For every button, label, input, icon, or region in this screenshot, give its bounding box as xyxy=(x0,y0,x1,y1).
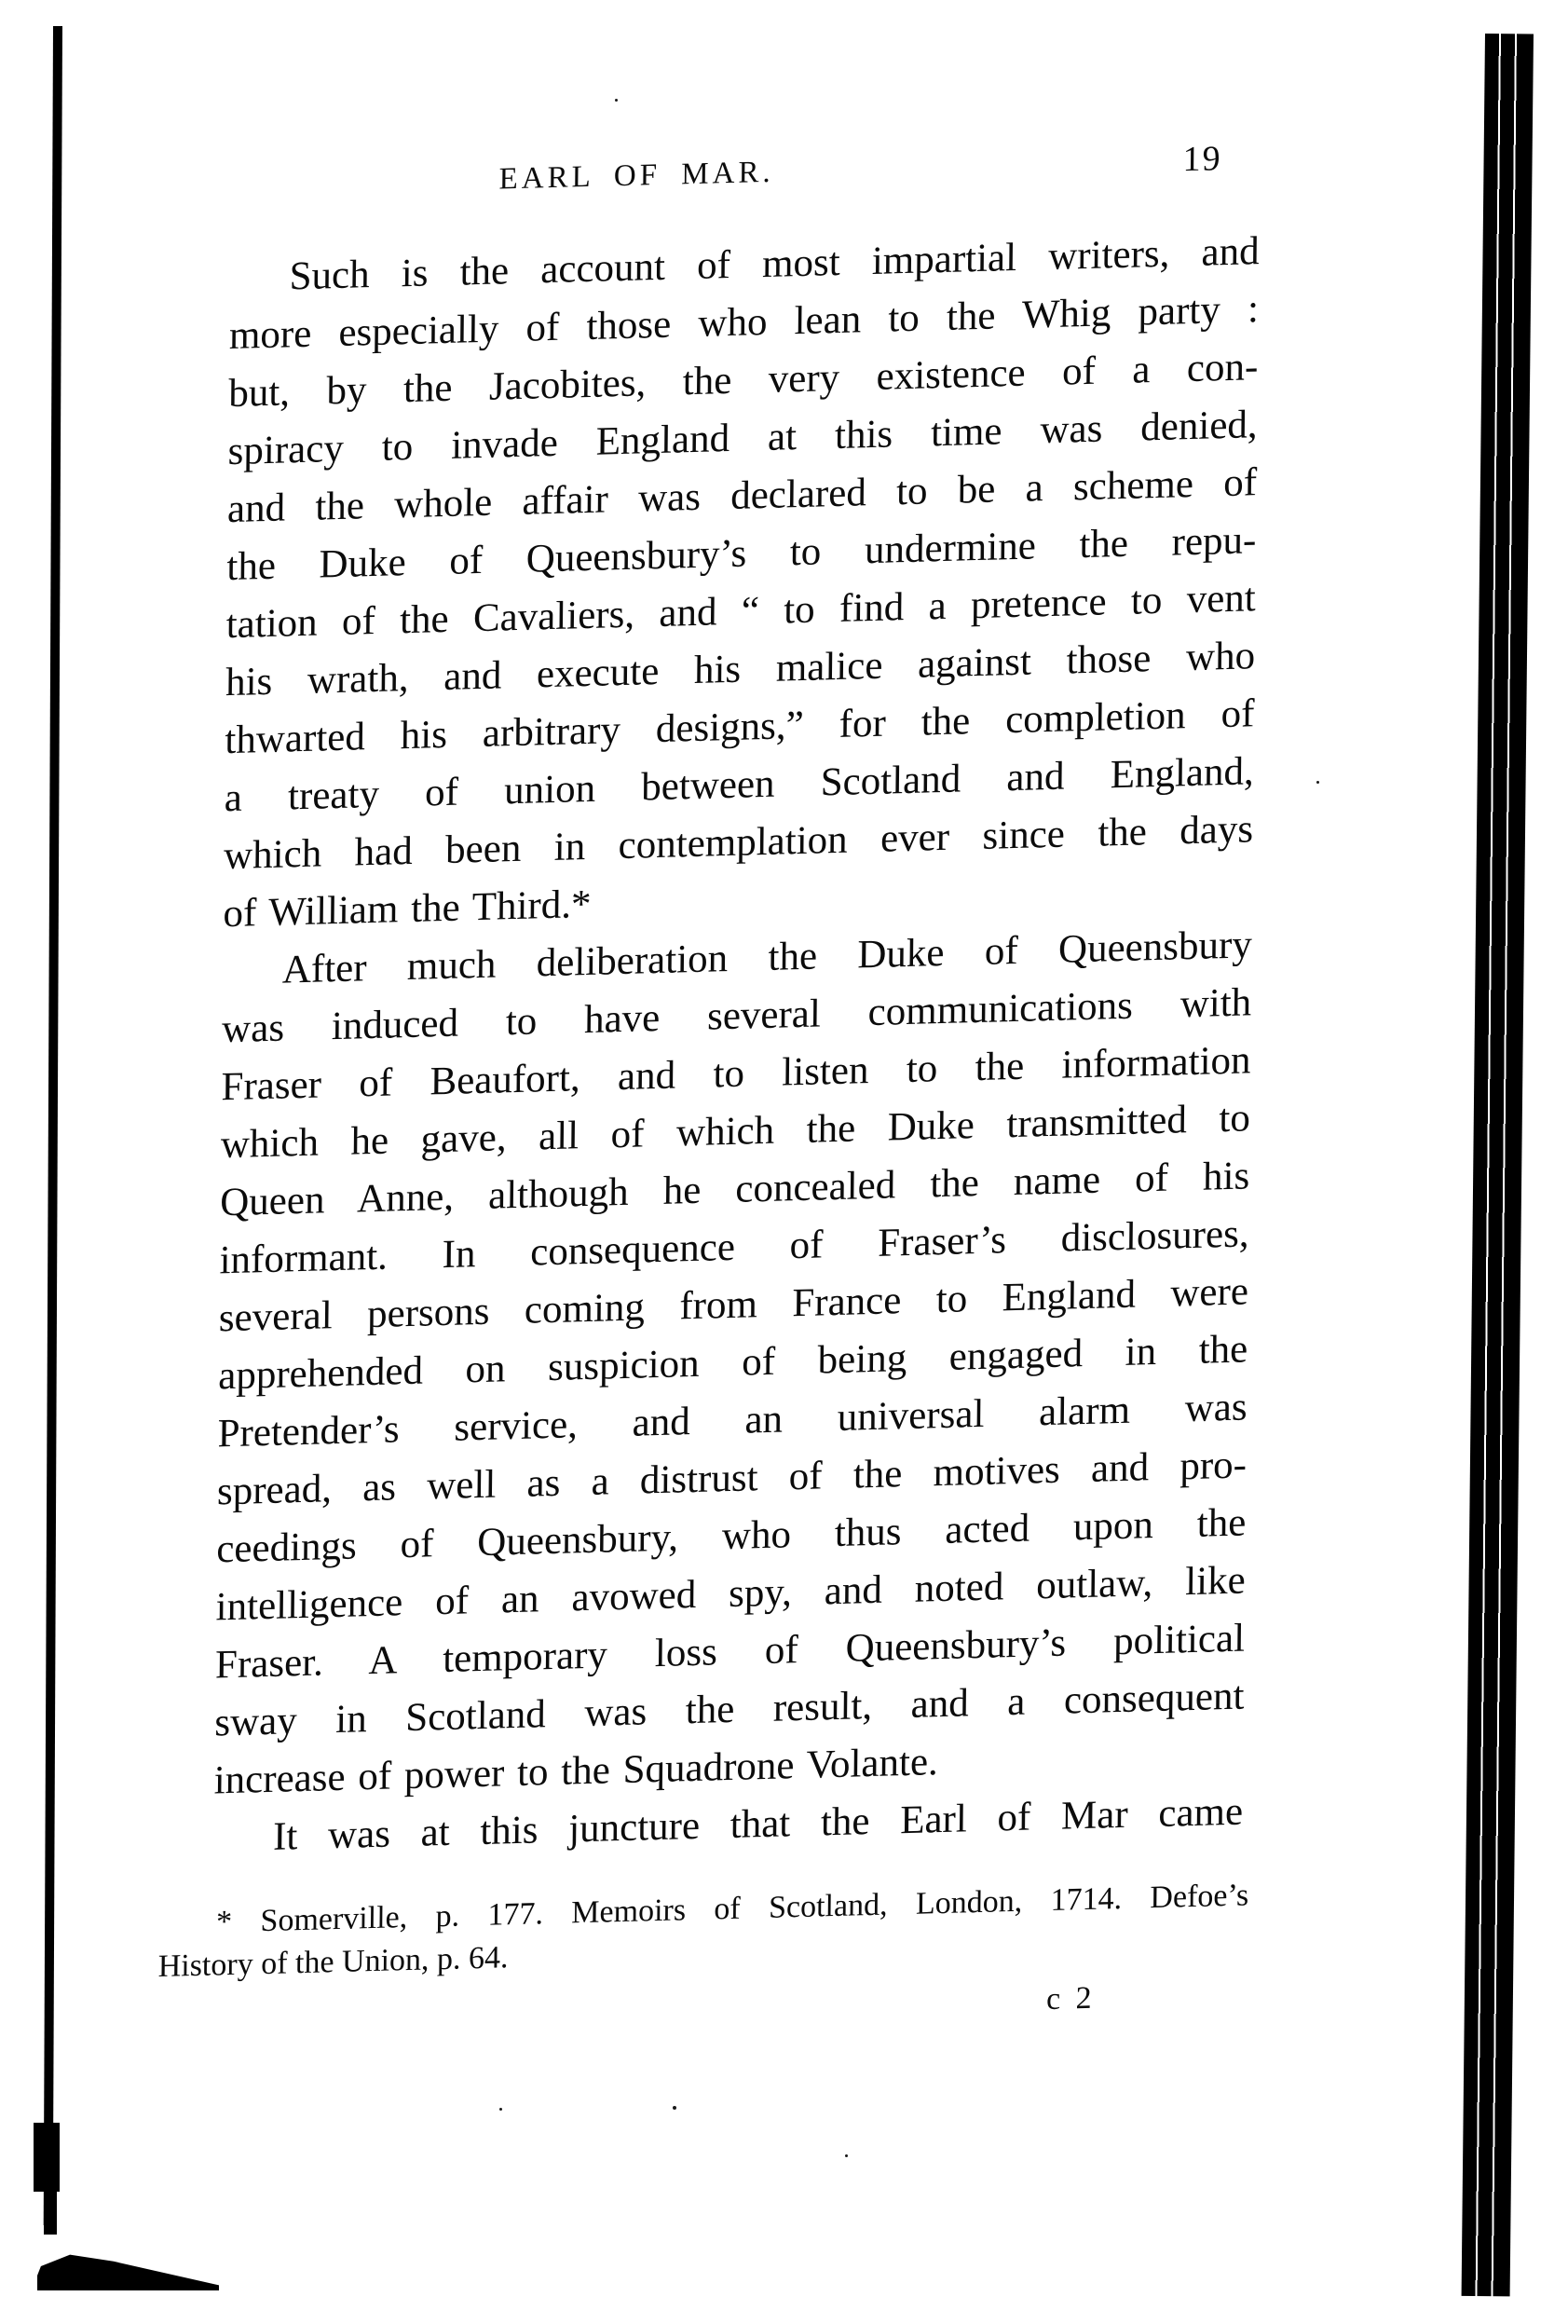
scan-speck xyxy=(1316,781,1319,784)
text-line: a treaty of union between Scotland and England, xyxy=(224,749,1255,821)
text-line: several persons coming from France to England were xyxy=(218,1269,1249,1341)
text-line: informant. In consequence of Fraser’s disclosures, xyxy=(219,1211,1249,1283)
text-line: apprehended on suspicion of being engaged in the xyxy=(218,1327,1248,1399)
text-line: Fraser. A temporary loss of Queensbury’s political xyxy=(214,1616,1246,1688)
footnote-line: * Somerville, p. 177. Memoirs of Scotland, London, 1714. Defoe’s xyxy=(215,1878,1249,1940)
text-line: which he gave, all of which the Duke transmitted to xyxy=(220,1096,1251,1168)
text-line: more especially of those who lean to the Whig party : xyxy=(228,287,1260,359)
text-line: increase of power to the Squadrone Volante. xyxy=(213,1740,939,1803)
right-page-edge-stripe xyxy=(1462,34,1534,2296)
signature-mark: c 2 xyxy=(1045,1980,1092,2017)
text-line: which had been in contemplation ever since the days xyxy=(223,807,1254,879)
text-line: intelligence of an avowed spy, and noted outlaw, like xyxy=(215,1558,1246,1630)
text-line: but, by the Jacobites, the very existence of a con- xyxy=(228,345,1259,417)
text-line: the Duke of Queensbury’s to undermine the repu- xyxy=(226,518,1257,590)
text-line: Queen Anne, although he concealed the name of his xyxy=(219,1154,1250,1225)
left-binding-line xyxy=(44,26,62,2225)
text-line: and the whole affair was declared to be a scheme of xyxy=(226,460,1258,532)
body-text xyxy=(213,223,1260,1867)
text-line: After much deliberation the Duke of Queensbury xyxy=(281,923,1253,992)
scan-speck xyxy=(615,99,618,102)
running-title: EARL OF MAR. xyxy=(498,155,774,197)
text-line: was induced to have several communications with xyxy=(221,980,1252,1052)
text-line: Pretender’s service, and an universal alarm was xyxy=(217,1385,1248,1456)
left-binding-blob xyxy=(34,2123,60,2192)
footnote-line: History of the Union, p. 64. xyxy=(157,1940,509,1985)
footnote xyxy=(157,1874,1248,1989)
scan-speck xyxy=(845,2154,848,2157)
text-line: Such is the account of most impartial writers, and xyxy=(289,229,1260,299)
text-layer xyxy=(157,130,1261,2017)
left-binding-tail xyxy=(44,2186,57,2235)
bottom-left-shadow-wedge xyxy=(37,2253,219,2290)
page-number: 19 xyxy=(1182,139,1222,180)
scan-speck xyxy=(499,2108,502,2111)
text-line: tation of the Cavaliers, and “ to find a pretence to vent xyxy=(225,576,1256,648)
text-line: It was at this juncture that the Earl of Mar came xyxy=(272,1789,1244,1859)
text-line: spread, as well as a distrust of the motives and pro- xyxy=(216,1442,1248,1514)
text-line: Fraser of Beaufort, and to listen to the information xyxy=(221,1038,1251,1110)
text-line: sway in Scotland was the result, and a consequent xyxy=(214,1674,1245,1745)
text-line: spiracy to invade England at this time was denied, xyxy=(227,403,1258,474)
text-line: thwarted his arbitrary designs,” for the completion of xyxy=(225,691,1255,763)
text-line: his wrath, and execute his malice against those who xyxy=(225,634,1256,705)
scan-speck xyxy=(673,2106,676,2110)
text-line: of William the Third.* xyxy=(223,882,592,936)
text-line: ceedings of Queensbury, who thus acted upon the xyxy=(216,1500,1247,1572)
